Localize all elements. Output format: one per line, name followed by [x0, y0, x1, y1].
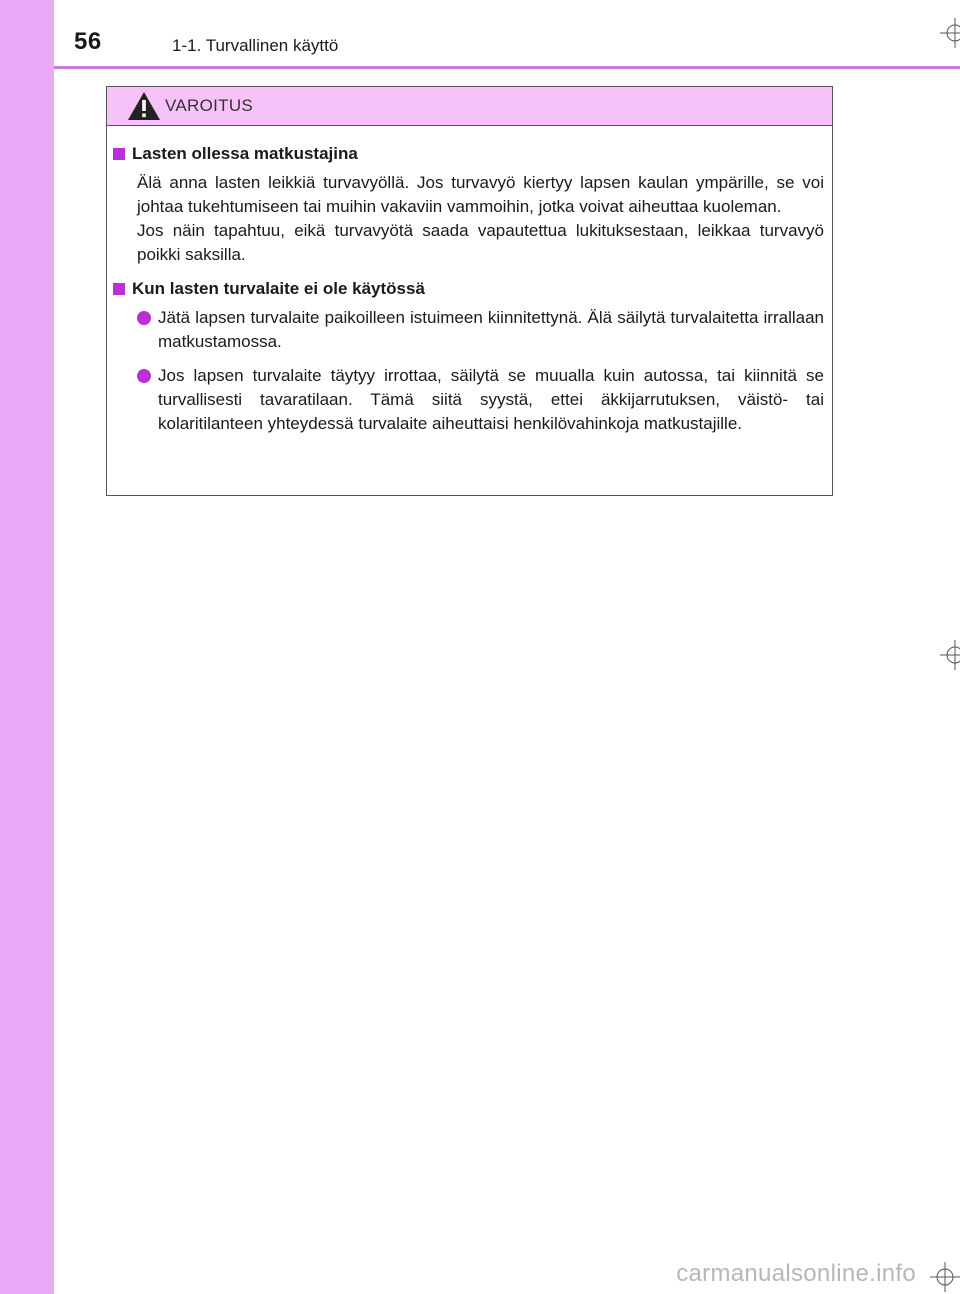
section-title: 1-1. Turvallinen käyttö — [172, 36, 339, 55]
registration-mark-icon — [940, 640, 960, 670]
warning-triangle-icon — [127, 91, 161, 121]
paragraph: Jos näin tapahtuu, eikä turvavyötä saada vapautettua lukituksestaan, leikkaa turvavyö poikki saksilla. — [137, 221, 824, 264]
section-heading — [113, 142, 824, 166]
square-bullet-icon — [113, 148, 125, 160]
list-item-text: Jos lapsen turvalaite täytyy irrottaa, säilytä se muualla kuin autossa, tai kiinnitä se turvallisesti tavaratilaan. Tämä siitä syystä, ettei äkkijarrutuksen, väistö- tai kolaritilanteen yhteydessä turvalaite aiheuttaisi henkilövahinkoja matkustajille. — [158, 366, 824, 433]
paragraph: Älä anna lasten leikkiä turvavyöllä. Jos turvavyö kiertyy lapsen kaulan ympärille, se voi johtaa tukehtumiseen tai muihin vakaviin vammoihin, jotka voivat aiheuttaa kuoleman. — [137, 173, 824, 216]
warning-section-children — [113, 142, 824, 267]
list-item — [113, 364, 824, 436]
section-heading-text: Kun lasten turvalaite ei ole käytössä — [132, 279, 425, 298]
section-heading-text: Lasten ollessa matkustajina — [132, 144, 358, 163]
warning-body — [107, 126, 832, 436]
header-rule — [54, 66, 960, 69]
warning-section-restraint — [113, 277, 824, 436]
round-bullet-icon — [137, 369, 151, 383]
registration-mark-icon — [940, 18, 960, 48]
square-bullet-icon — [113, 283, 125, 295]
side-color-band — [0, 0, 54, 1294]
section-heading — [113, 277, 824, 301]
warning-box — [106, 86, 833, 496]
warning-header — [107, 87, 832, 126]
round-bullet-icon — [137, 311, 151, 325]
registration-mark-icon — [930, 1262, 960, 1292]
list-item-text: Jätä lapsen turvalaite paikoilleen istuimeen kiinnitettynä. Älä säilytä turvalaitetta irrallaan matkustamossa. — [158, 308, 824, 351]
warning-title: VAROITUS — [165, 96, 254, 115]
page-number: 56 — [74, 28, 102, 55]
footer-watermark: carmanualsonline.info — [676, 1260, 916, 1287]
list-item — [113, 306, 824, 354]
